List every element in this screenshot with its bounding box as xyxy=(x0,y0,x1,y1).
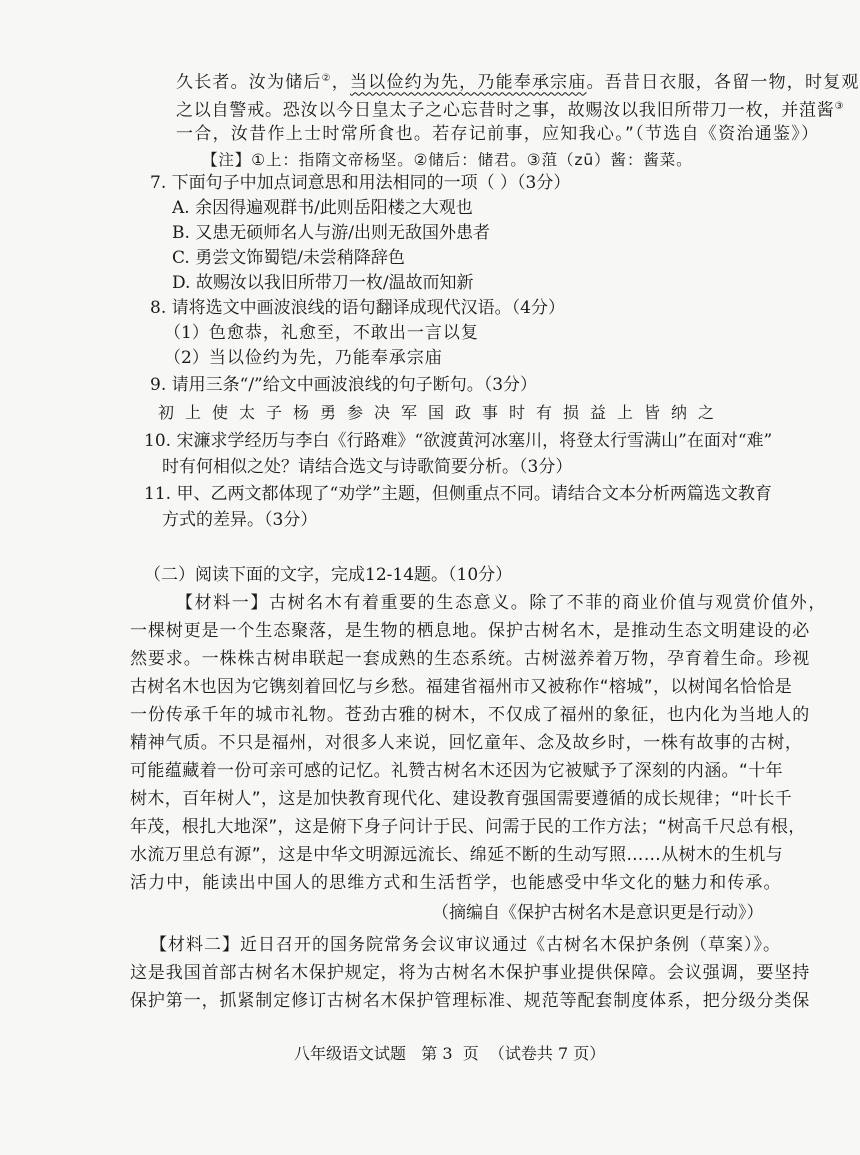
question-7: 7. 下面句子中加点词意思和用法相同的一项（ ）（3分） xyxy=(150,173,571,193)
item-label: （2） xyxy=(164,348,209,368)
item-text: 当以俭约为先，乃能奉承宗庙 xyxy=(208,348,443,368)
question-9-sentence: 初上使太子杨勇参决军国政事时有损益上皆纳之 xyxy=(158,403,726,422)
question-11-line-2: 方式的差异。（3分） xyxy=(162,510,318,530)
material-1-line: 一棵树更是一个生态聚落，是生物的栖息地。保护古树名木，是推动生态文明建设的必 xyxy=(130,621,811,641)
question-7-option-c: C. 勇尝文饰蜀铠/未尝稍降辞色 xyxy=(172,248,405,268)
material-2-line: 保护第一，抓紧制定修订古树名木保护管理标准、规范等配套制度体系，把分级分类保 xyxy=(130,991,811,1011)
material-1-line: 活力中，能读出中国人的思维方式和生活哲学，也能感受中华文化的魅力和传承。 xyxy=(130,873,782,893)
material-1-line: 年茂，根扎大地深”，这是俯下身子问计于民、问需于民的工作方法；“树高千尺总有根， xyxy=(130,817,806,837)
passage-text: 之以自警戒。恐汝以今日皇太子之心忘昔时之事，故赐汝以我旧所带刀一枚，并菹酱 xyxy=(176,100,835,121)
material-2-line: 【材料二】近日召开的国务院常务会议审议通过《古树名木保护条例（草案）》。 xyxy=(150,935,781,955)
question-7-option-d: D. 故赐汝以我旧所带刀一枚/温故而知新 xyxy=(172,273,474,293)
passage-line-2 xyxy=(176,96,844,122)
material-1-line: 树木，百年树人”，这是加快教育现代化、建设教育强国需要遵循的成长规律；“叶长千 xyxy=(130,789,793,809)
question-11-line-1: 11. 甲、乙两文都体现了“劝学”主题，但侧重点不同。请结合文本分析两篇选文教育 xyxy=(144,484,772,504)
item-label: （1） xyxy=(164,323,209,343)
passage-text: 。吾昔日衣服，各留一物，时复观 xyxy=(586,72,860,93)
material-1-line: 【材料一】古树名木有着重要的生态意义。除了不菲的商业价值与观赏价值外， xyxy=(176,593,827,613)
material-2-line: 这是我国首部古树名木保护规定，将为古树名木保护事业提供保障。会议强调，要坚持 xyxy=(130,963,811,983)
item-text: 色愈恭，礼愈至，不敢出一言以复 xyxy=(208,323,479,343)
material-1-line: 然要求。一株株古树串联起一套成熟的生态系统。古树滋养着万物，孕育着生命。珍视 xyxy=(130,649,811,669)
question-10-line-2: 时有何相似之处？请结合选文与诗歌简要分析。（3分） xyxy=(162,457,573,477)
question-8: 8. 请将选文中画波浪线的语句翻译成现代汉语。（4分） xyxy=(150,298,565,318)
material-1-line: 可能蕴藏着一份可亲可感的记忆。礼赞古树名木还因为它被赋予了深刻的内涵。“十年 xyxy=(130,761,784,781)
passage-line-1 xyxy=(176,68,860,94)
section-heading: （二）阅读下面的文字，完成12-14题。（10分） xyxy=(144,565,513,585)
page-footer: 八年级语文试题 第 3 页 （试卷共 7 页） xyxy=(294,1044,606,1063)
question-8-item-1 xyxy=(164,322,479,344)
material-1-line: 精神气质。不只是福州，对很多人来说，回忆童年、念及故乡时，一株有故事的古树， xyxy=(130,733,803,753)
wavy-underlined-sentence: 当以俭约为先，乃能奉承宗庙 xyxy=(349,72,587,93)
question-9: 9. 请用三条“/”给文中画波浪线的句子断句。（3分） xyxy=(150,375,538,395)
question-7-option-b: B. 又患无硕师名人与游/出则无敌国外患者 xyxy=(172,223,491,243)
question-10-line-1: 10. 宋濂求学经历与李白《行路难》“欲渡黄河冰塞川，将登太行雪满山”在面对“难” xyxy=(144,431,773,451)
passage-note: 【注】①上：指隋文帝杨坚。②储后：储君。③菹（zū）酱：酱菜。 xyxy=(202,151,693,169)
material-1-line: 一份传承千年的城市礼物。苍劲古雅的树木，不仅成了福州的象征，也内化为当地人的 xyxy=(130,705,811,725)
passage-line-3: 一合，汝昔作上士时常所食也。若存记前事，应知我心。”（节选自《资治通鉴》） xyxy=(176,124,820,144)
question-7-option-a: A. 余因得遍观群书/此则岳阳楼之大观也 xyxy=(172,198,473,218)
footnote-marker: ② xyxy=(321,73,332,84)
question-8-item-2 xyxy=(164,347,443,369)
material-1-line: 水流万里总有源”，这是中华文明源远流长、绵延不断的生动写照……从树木的生机与 xyxy=(130,845,784,865)
material-1-source: （摘编自《保护古树名木是意识更是行动》） xyxy=(432,903,764,923)
passage-text: ， xyxy=(331,72,350,93)
footnote-marker: ③ xyxy=(834,101,845,112)
passage-text: 久长者。汝为储后 xyxy=(176,72,322,93)
material-1-line: 古树名木也因为它镌刻着回忆与乡愁。福建省福州市又被称作“榕城”，以树闻名恰恰是 xyxy=(130,677,793,697)
